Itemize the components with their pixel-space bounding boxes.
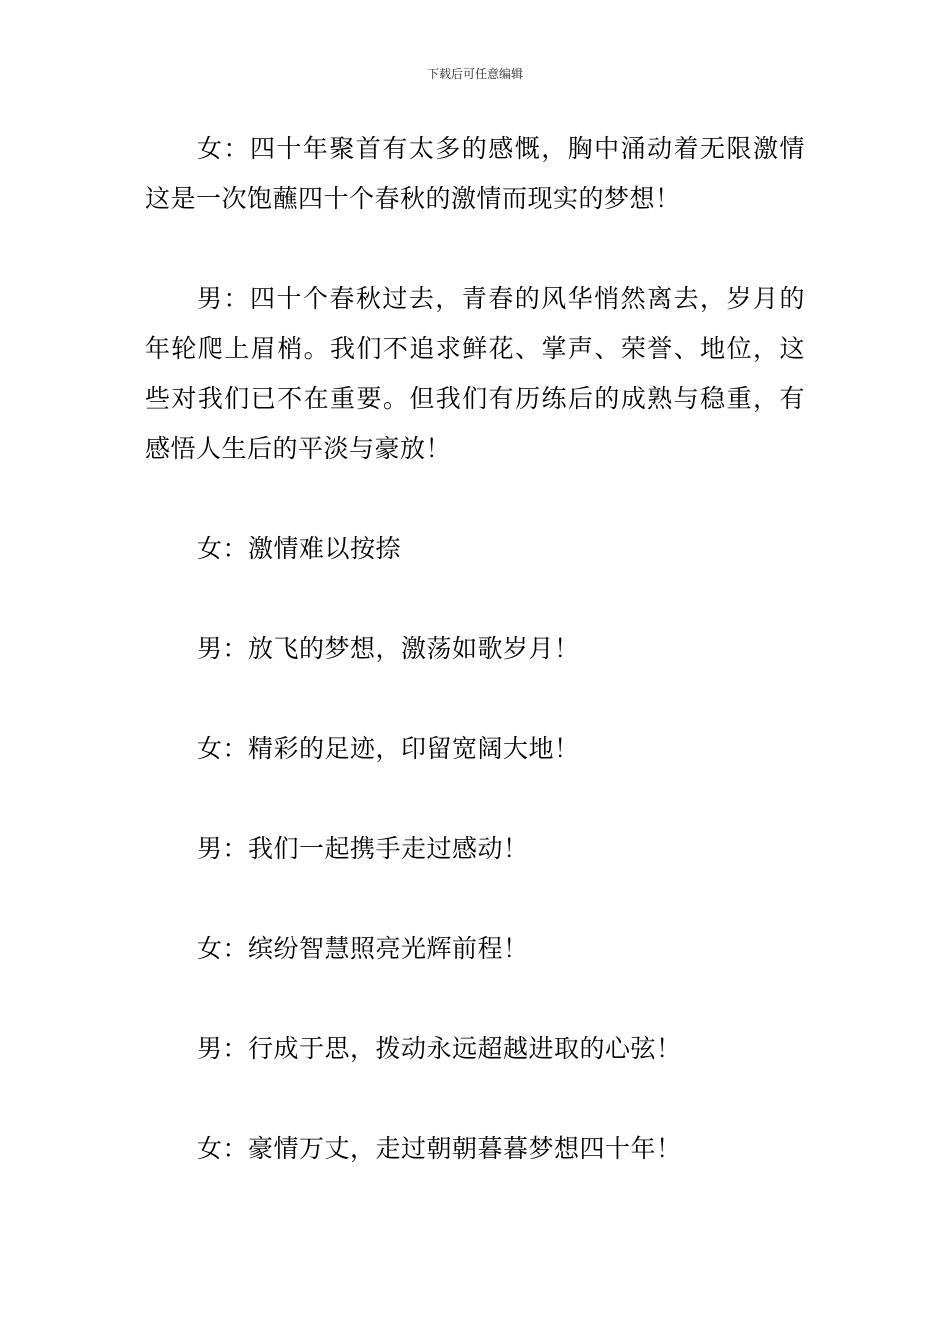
document-body — [145, 124, 805, 1174]
paragraph-9: 女：豪情万丈，走过朝朝暮暮梦想四十年！ — [197, 1134, 682, 1163]
paragraph-2: 男：四十个春秋过去，青春的风华悄然离去，岁月的年轮爬上眉梢。我们不追求鲜花、掌声、荣誉、地位，这些对我们已不在重要。但我们有历练后的成熟与稳重，有感悟人生后的平淡与豪放！ — [145, 284, 805, 463]
paragraph-5: 女：精彩的足迹，印留宽阔大地！ — [197, 734, 580, 763]
paragraph-8: 男：行成于思，拨动永远超越进取的心弦！ — [197, 1034, 682, 1063]
paragraph-3: 女：激情难以按捺 — [197, 534, 402, 563]
page-header: 下载后可任意编辑 — [426, 67, 523, 81]
paragraph-7: 女：缤纷智慧照亮光辉前程！ — [197, 934, 529, 963]
paragraph-4: 男：放飞的梦想，激荡如歌岁月！ — [197, 634, 580, 663]
paragraph-6: 男：我们一起携手走过感动！ — [197, 834, 529, 863]
paragraph-1: 女：四十年聚首有太多的感慨，胸中涌动着无限激情这是一次饱蘸四十个春秋的激情而现实的梦想！ — [145, 134, 805, 213]
